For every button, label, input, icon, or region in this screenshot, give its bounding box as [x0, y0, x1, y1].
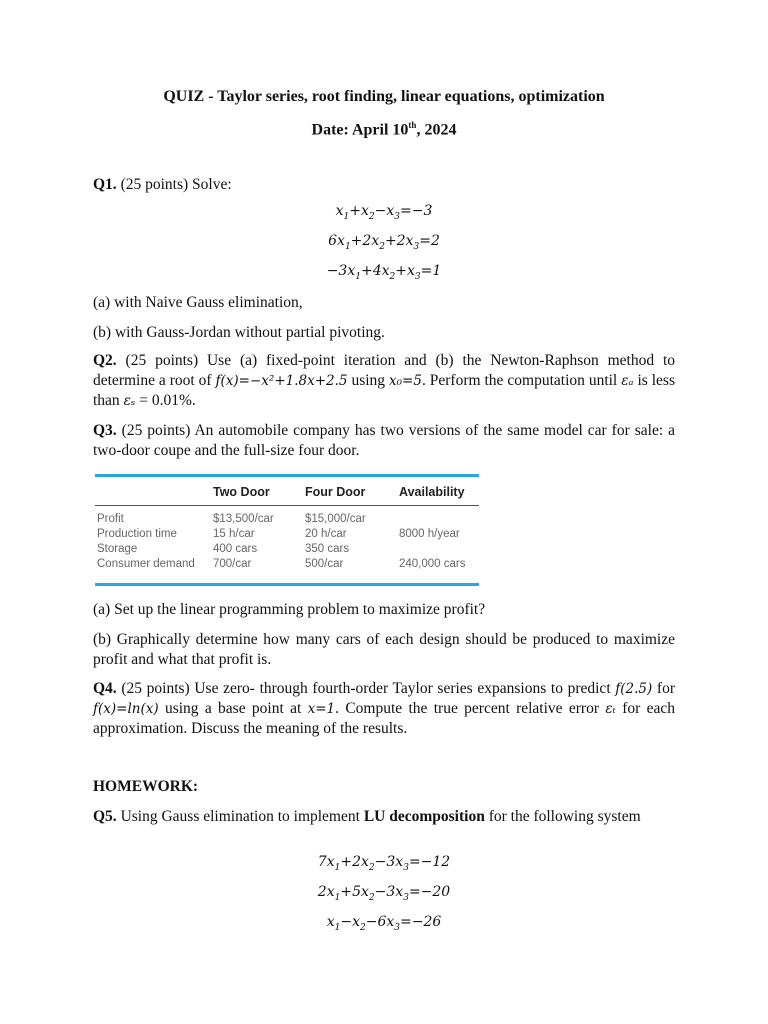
- table-cell-demand-availability: 240,000 cars: [399, 558, 466, 570]
- table-cell-profit-two-door: $13,500/car: [213, 513, 274, 525]
- q5-eq-3: $x_1-x_2-6x_3=-26$: [326, 914, 442, 933]
- q2-x0: x₀=5: [389, 373, 422, 389]
- q1-part-b: (b) with Gauss-Jordan without partial pivoting.: [93, 324, 385, 341]
- table-cell-demand-two-door: 700/car: [213, 558, 252, 570]
- q4-text-4: . Compute the true percent relative error: [335, 700, 606, 717]
- q2-function: f(x)=−x²+1.8x+2.5: [215, 373, 348, 389]
- q2-label: Q2.: [93, 352, 117, 369]
- table-cell-storage-two-door: 400 cars: [213, 543, 258, 555]
- q4-et: εₜ: [605, 701, 616, 717]
- table-header-rule: [95, 505, 479, 506]
- q4-f25: f(2.5): [615, 681, 653, 697]
- q5-label: Q5.: [93, 808, 117, 825]
- q1-part-a: (a) with Naive Gauss elimination,: [93, 294, 303, 311]
- q1-eq-2: $6x_1+2x_2+2x_3=2$: [328, 233, 440, 252]
- q5-bold: LU decomposition: [363, 808, 485, 825]
- q2-text-5: = 0.01%.: [135, 392, 196, 409]
- table-cell-production-availability: 8000 h/year: [399, 528, 460, 540]
- table-cell-demand-label: Consumer demand: [97, 558, 195, 570]
- quiz-date: [0, 120, 768, 139]
- table-cell-profit-four-door: $15,000/car: [305, 513, 366, 525]
- table-top-rule: [95, 474, 479, 477]
- table-cell-profit-label: Profit: [97, 513, 124, 525]
- q4-x1: x=1: [307, 701, 336, 717]
- q3-prompt: [93, 421, 675, 461]
- q5-prompt: [93, 807, 675, 827]
- q1-eq-3: $-3x_1+4x_2+x_3=1$: [326, 263, 442, 282]
- q3-part-b: (b) Graphically determine how many cars of each design should be produced to maximize profit and what that profit is.: [93, 631, 675, 668]
- q3-text: (25 points) An automobile company has two versions of the same model car for sale: a two-door coupe and the full-size four door.: [93, 422, 675, 459]
- q1-prompt: [93, 175, 675, 195]
- q5-text-1: Using Gauss elimination to implement: [116, 808, 364, 825]
- q1-text: (25 points) Solve:: [116, 176, 232, 193]
- q4-label: Q4.: [93, 680, 117, 697]
- table-header-four-door: Four Door: [305, 485, 366, 499]
- q5-eq-2: $2x_1+5x_2-3x_3=-20$: [317, 884, 451, 903]
- q4-text-1: (25 points) Use zero- through fourth-order Taylor series expansions to predict: [116, 680, 616, 697]
- q2-text-4: is less than: [93, 372, 676, 409]
- table-cell-production-four-door: 20 h/car: [305, 528, 347, 540]
- q4-text-2: for: [652, 680, 675, 697]
- q2-text-2: using: [347, 372, 389, 389]
- table-cell-production-two-door: 15 h/car: [213, 528, 255, 540]
- q3-part-a: (a) Set up the linear programming problem to maximize profit?: [93, 601, 486, 618]
- quiz-title: QUIZ - Taylor series, root finding, linear equations, optimization: [163, 88, 605, 105]
- table-cell-storage-four-door: 350 cars: [305, 543, 350, 555]
- q4-text-3: using a base point at: [158, 700, 308, 717]
- table-header-two-door: Two Door: [213, 485, 270, 499]
- date-suffix: , 2024: [416, 121, 457, 139]
- table-cell-demand-four-door: 500/car: [305, 558, 344, 570]
- table-cell-storage-label: Storage: [97, 543, 138, 555]
- homework-heading: HOMEWORK:: [93, 778, 199, 795]
- table-bottom-rule: [95, 583, 479, 586]
- q3-label: Q3.: [93, 422, 117, 439]
- q5-eq-1: $7x_1+2x_2-3x_3=-12$: [317, 854, 451, 873]
- date-prefix: Date: April 10: [311, 121, 409, 139]
- q4-text-5: for each approximation. Discuss the meaning of the results.: [93, 700, 675, 737]
- q1-eq-1: $x_1+x_2-x_3=-3$: [335, 203, 433, 222]
- q5-text-2: for the following system: [484, 808, 641, 825]
- q2-prompt: [93, 351, 675, 411]
- q4-prompt: [93, 679, 675, 739]
- q2-text-1: (25 points) Use (a) fixed-point iteration and (b) the Newton-Raphson method to determine a root of: [93, 352, 675, 389]
- date-sup: th: [408, 120, 417, 130]
- q1-label: Q1.: [93, 176, 117, 193]
- q2-text-3: . Perform the computation until: [421, 372, 622, 389]
- q2-ea: εₐ: [621, 373, 634, 389]
- q4-fx: f(x)=ln(x): [93, 701, 159, 717]
- table-cell-production-label: Production time: [97, 528, 177, 540]
- q2-es: εₛ: [123, 393, 136, 409]
- table-header-availability: Availability: [399, 485, 465, 499]
